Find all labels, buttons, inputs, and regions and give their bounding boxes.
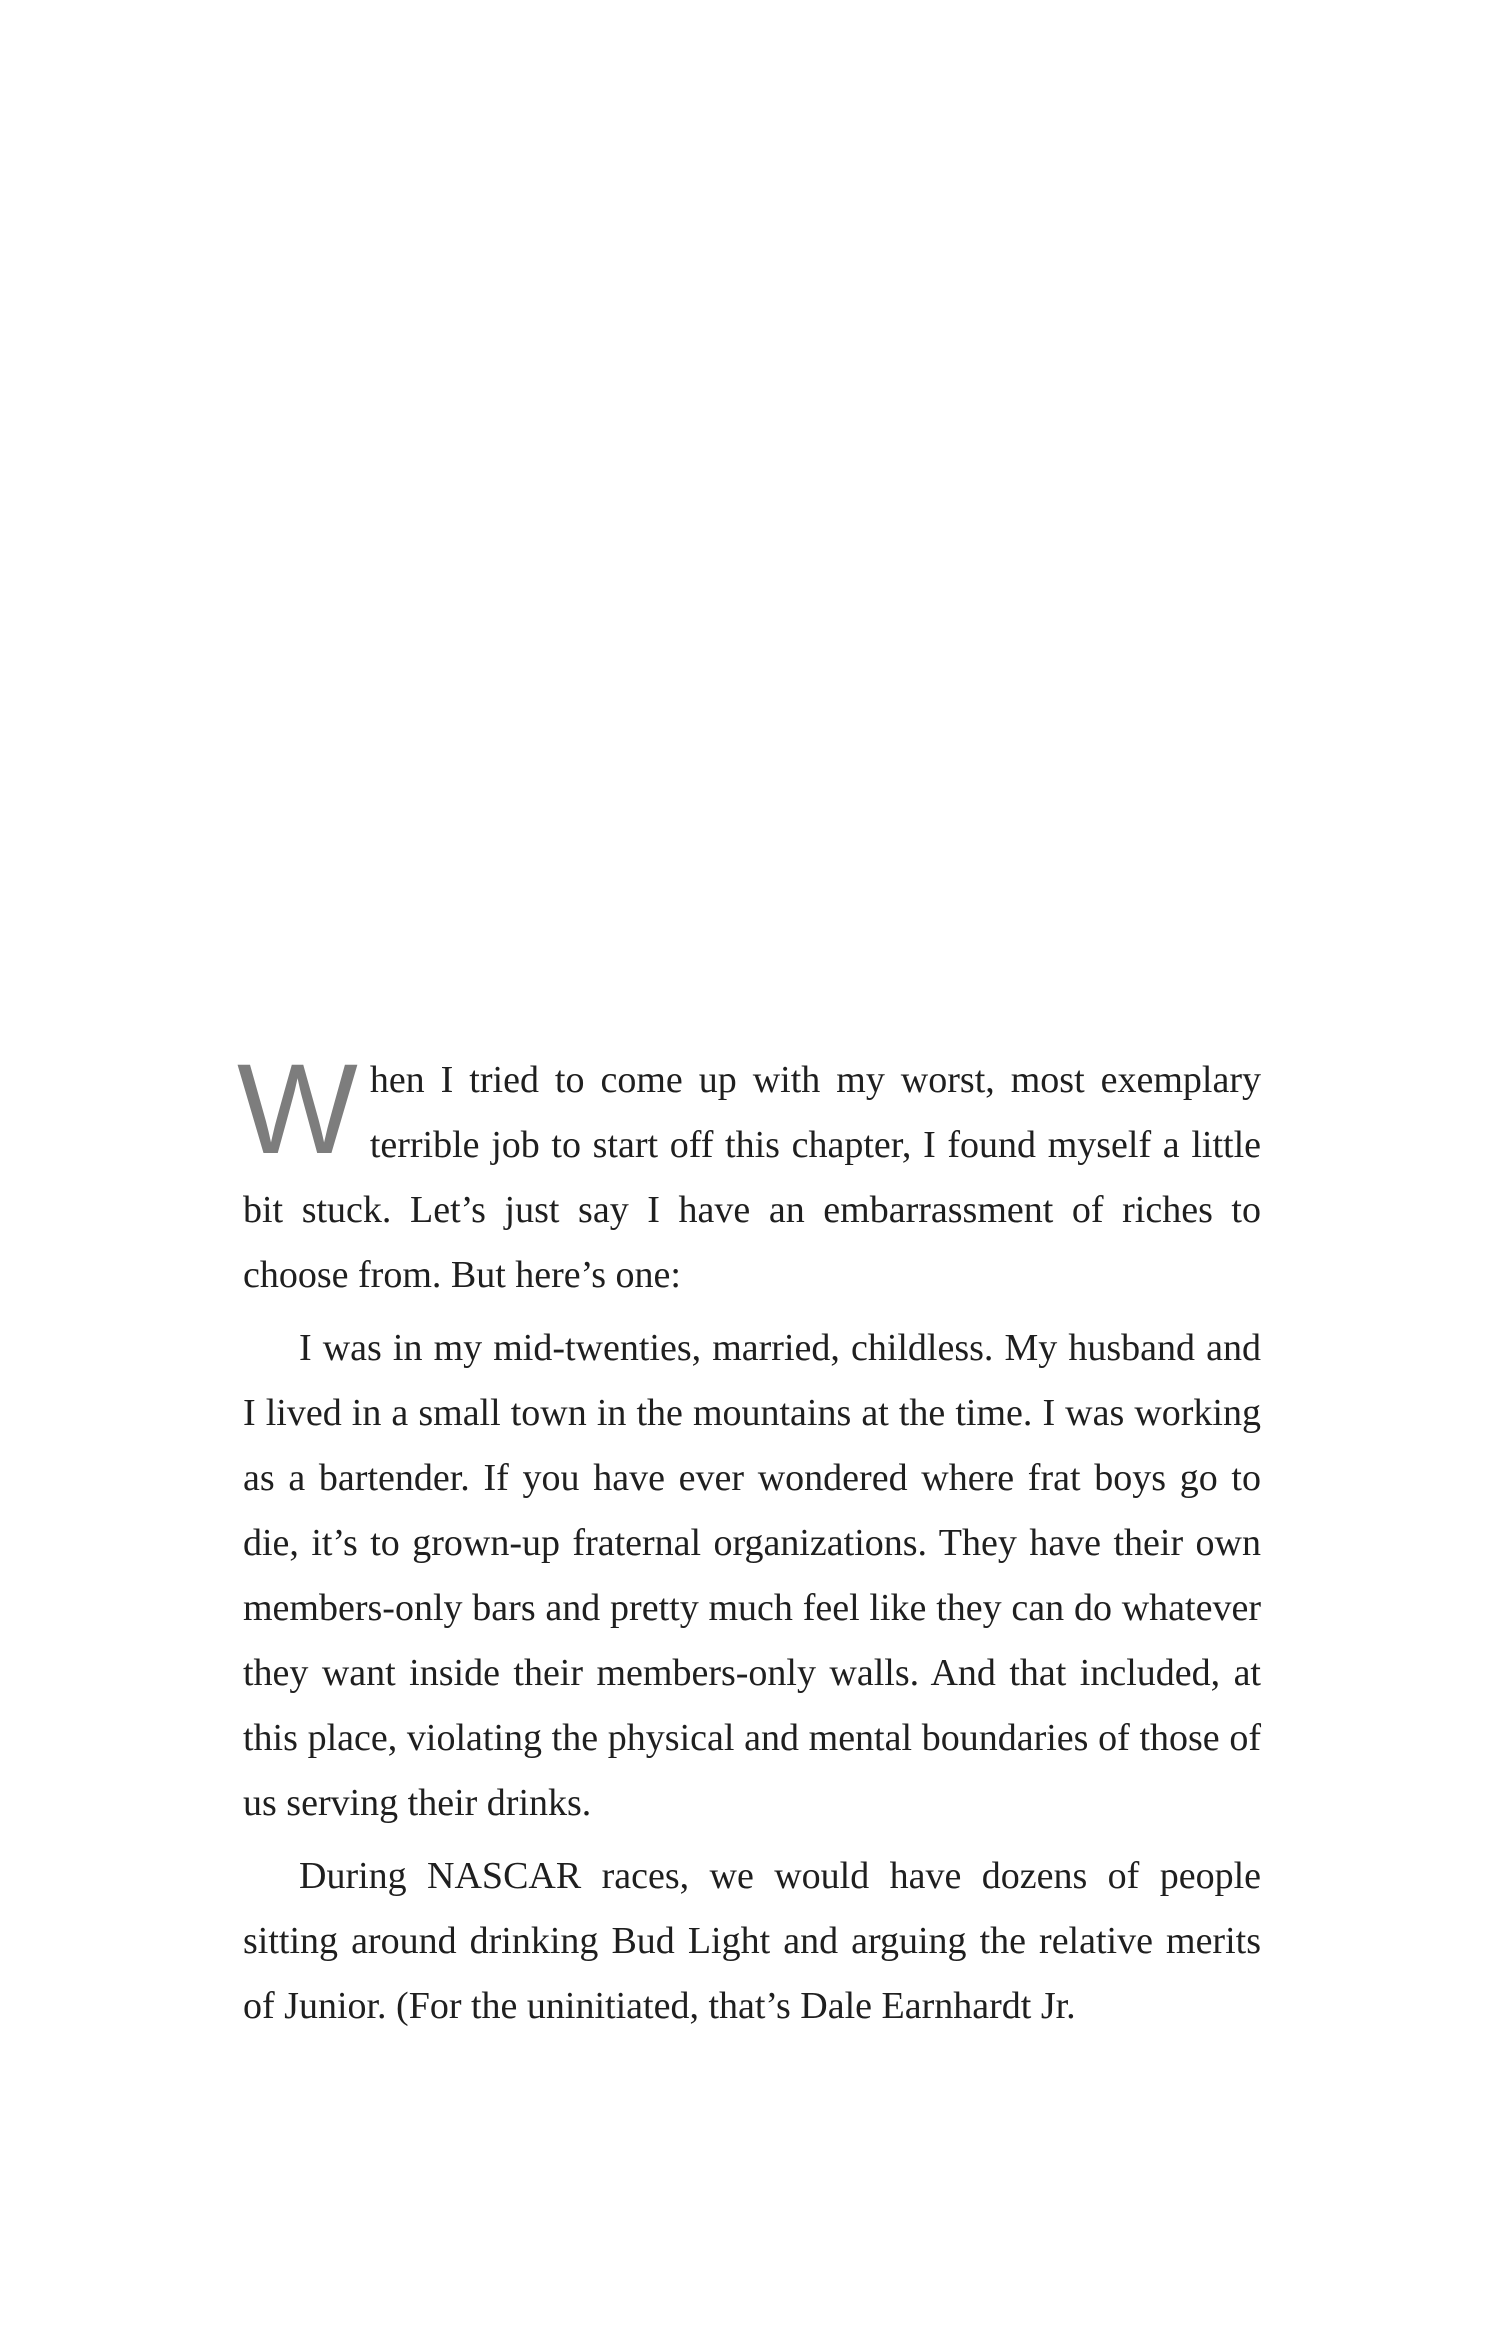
paragraph-3: During NASCAR races, we would have dozens of people sitting around drinking Bud Light and arguing the relative merits of Junior. (For the uninitiated, that’s Dale Earnhardt Jr. <box>243 1855 1261 2027</box>
paragraph-2: I was in my mid-twenties, married, childless. My husband and I lived in a small town in the mountains at the time. I was working as a bartender. If you have ever wondered where frat boys go to die, it’s to grown-up fraternal organizations. They have their own members-only bars and pretty much feel like they can do whatever they want inside their members-only walls. And that included, at this place, violating the physical and mental boundaries of those of us serving their drinks. <box>243 1327 1261 1824</box>
body-text <box>237 1038 1261 2039</box>
paragraph-1-text: hen I tried to come up with my worst, most exemplary terrible job to start off this chapter, I found myself a little bit stuck. Let’s just say I have an embarrassment of riches to choose from. But here’s one: <box>243 1059 1261 1296</box>
drop-cap: W <box>237 1038 358 1181</box>
paragraph-1 <box>237 1038 1261 1308</box>
